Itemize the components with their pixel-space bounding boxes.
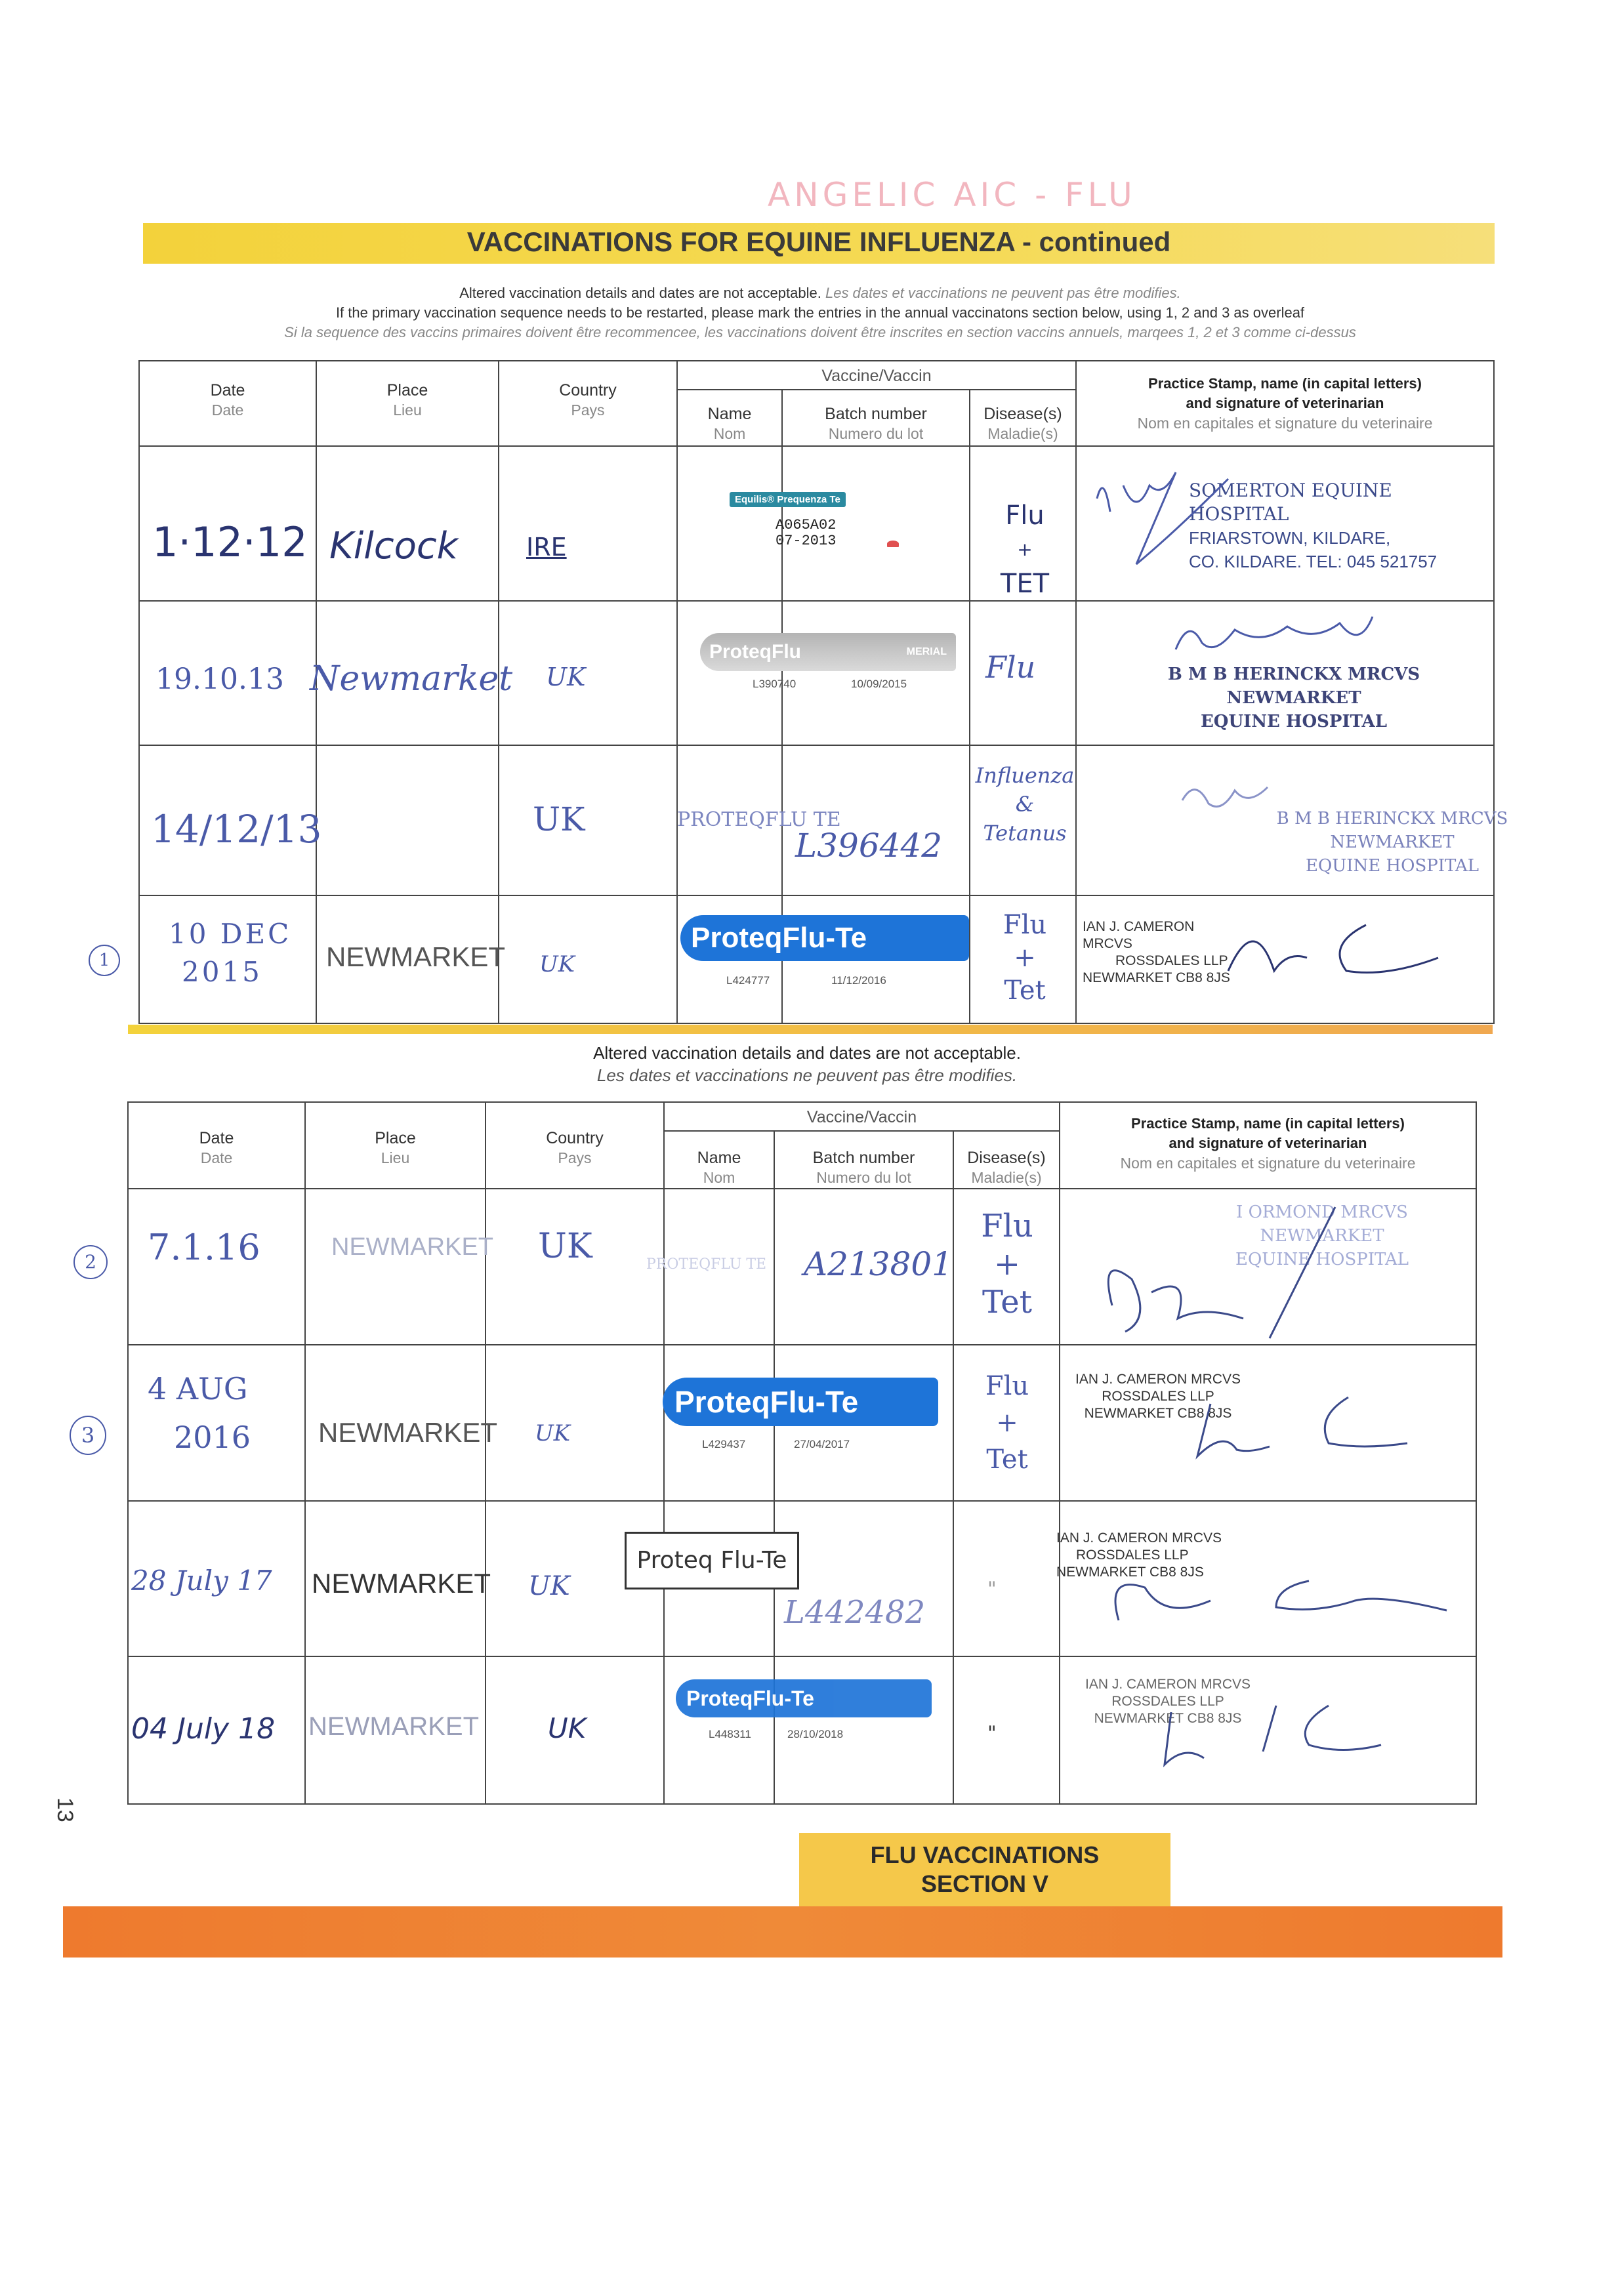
t2-row3-country: UK [528, 1571, 570, 1601]
header-stamp: Practice Stamp, name (in capital letters) and signature of veterinarian Nom en capitales et signature du veterinaire [1137, 375, 1433, 432]
header-vaccine: Vaccine/Vaccin [821, 367, 932, 385]
t1-row4-disease: Flu + Tet [1003, 910, 1047, 1006]
t2-row4-country: UK [548, 1712, 587, 1744]
notice-middle-fr: Les dates et vaccinations ne peuvent pas être modifies. [596, 1065, 1018, 1085]
t1-row3-date: 14/12/13 [151, 807, 322, 851]
equilis-exp: 07-2013 [776, 533, 837, 549]
t2-row2-place: NEWMARKET [318, 1417, 497, 1448]
t2-row4-stamp: IAN J. CAMERON MRCVS ROSSDALES LLP NEWMARKET CB8 8JS [1085, 1677, 1251, 1726]
section-label: FLU VACCINATIONS SECTION V [799, 1833, 1170, 1906]
proteqflu-brand: ProteqFlu [709, 641, 801, 663]
t1-row2-place: Newmarket [310, 659, 513, 699]
t2-header-date: Date Date [199, 1129, 234, 1166]
table-2 [128, 1102, 1476, 1804]
t2-row3-stamp: IAN J. CAMERON MRCVS ROSSDALES LLP NEWMARKET CB8 8JS [1056, 1530, 1222, 1580]
t2-row4-date: 04 July 18 [131, 1712, 276, 1746]
t2-row1-name: PROTEQFLU TE [646, 1256, 767, 1273]
t1-row1-label [730, 492, 900, 551]
t1-row3-signature [1176, 774, 1307, 820]
header-date: Date Date [210, 381, 245, 419]
t1-row1-stamp: SOMERTON EQUINE HOSPITAL FRIARSTOWN, KILDARE, CO. KILDARE. TEL: 045 521757 [1189, 480, 1438, 571]
t2-row1-date: 7.1.16 [148, 1227, 260, 1268]
proteq-3-exp: 28/10/2018 [787, 1728, 844, 1740]
t1-row2-signature [1163, 610, 1399, 663]
bottom-band [63, 1906, 1502, 1958]
t1-row4-country: UK [539, 951, 575, 977]
t2-header-country: Country Pays [546, 1129, 604, 1166]
proteq-flu-te-label-2: ProteqFlu-Te [663, 1378, 938, 1426]
equilis-label: Equilis® Prequenza Te [730, 492, 846, 507]
t2-header-place: Place Lieu [375, 1129, 416, 1166]
t2-row4-label [676, 1679, 932, 1752]
t1-row3-name: PROTEQFLU TE [677, 808, 841, 831]
table-1 [139, 361, 1508, 1023]
table-divider [128, 1025, 1493, 1034]
notice-top-fr: Les dates et vaccinations ne peuvent pas être modifies. [825, 285, 1181, 301]
proteq-flu-te-label-3: ProteqFlu-Te [676, 1679, 932, 1717]
t2-row2-country: UK [535, 1420, 571, 1446]
header-country: Country Pays [559, 381, 617, 419]
t1-row2-country: UK [546, 663, 586, 691]
t2-row3-disease: " [987, 1578, 997, 1601]
t2-row3-signature [1079, 1548, 1460, 1640]
t2-row3-name: Proteq Flu-Te [636, 1547, 787, 1574]
t2-row2-signature [1151, 1378, 1427, 1469]
t2-row2-date: 4 AUG 2016 [148, 1371, 251, 1455]
t2-row1-batch: A213801 [804, 1245, 953, 1283]
t1-row3-stamp: B M B HERINCKX MRCVS NEWMARKET EQUINE HOSPITAL [1276, 809, 1508, 876]
t2-header-disease: Disease(s) Maladie(s) [967, 1149, 1046, 1186]
proteqflu-batch: L390740 [753, 678, 797, 690]
t2-header-name: Name Nom [697, 1149, 741, 1186]
t2-row3-name-box [625, 1532, 799, 1589]
notice-top-line2: If the primary vaccination sequence needs to be restarted, please mark the entries in the annual vaccinatons section below, using 1, 2 and 3 as overleaf [335, 304, 1305, 321]
notice-middle [131, 1042, 1483, 1086]
t2-row3-place: NEWMARKET [312, 1568, 491, 1599]
t1-row3-batch: L396442 [795, 827, 943, 865]
proteq-1-batch: L424777 [726, 974, 770, 987]
t1-row3-country: UK [533, 800, 585, 838]
proteq-3-batch: L448311 [709, 1728, 751, 1740]
header-batch: Batch number Numero du lot [825, 405, 927, 442]
proteqflu-label [700, 633, 956, 671]
proteq-2-exp: 27/04/2017 [794, 1438, 850, 1450]
t2-row2-label [663, 1378, 938, 1456]
marker-2: 2 [73, 1245, 108, 1279]
proteqflu-exp: 10/09/2015 [851, 678, 907, 690]
header-disease: Disease(s) Maladie(s) [983, 405, 1062, 442]
t1-row4-date: 10 DEC 2015 [169, 918, 292, 988]
t1-row2-label [700, 633, 956, 692]
proteq-2-batch: L429437 [702, 1438, 746, 1450]
page-title: VACCINATIONS FOR EQUINE INFLUENZA - continued [466, 226, 1171, 257]
t1-row4-stamp: IAN J. CAMERON MRCVS ROSSDALES LLP NEWMARKET CB8 8JS [1083, 919, 1230, 985]
t2-row4-signature [1112, 1679, 1388, 1778]
notice-top [157, 283, 1483, 342]
t1-row1-country: IRE [526, 533, 567, 562]
header-name: Name Nom [707, 405, 752, 442]
t1-row1-place: Kilcock [329, 525, 459, 567]
equilis-batch: A065A02 [776, 517, 837, 533]
t1-row1-signature [1084, 459, 1281, 590]
t2-row1-disease: Flu + Tet [981, 1208, 1033, 1321]
t2-row2-disease: Flu + Tet [985, 1371, 1029, 1475]
t2-row1-stamp: I ORMOND MRCVS NEWMARKET EQUINE HOSPITAL [1235, 1202, 1409, 1269]
t2-row1-signature [1073, 1194, 1348, 1345]
t2-row4-place: NEWMARKET [308, 1712, 479, 1741]
proteq-flu-te-label-1: ProteqFlu-Te [680, 915, 969, 961]
t1-row1-date: 1·12·12 [152, 518, 308, 566]
marker-1: 1 [89, 945, 120, 976]
t2-header-vaccine: Vaccine/Vaccin [806, 1108, 917, 1126]
t2-row3-date: 28 July 17 [131, 1565, 272, 1597]
notice-top-line3: Si la sequence des vaccins primaires doivent être recommencee, les vaccinations doivent être inscrites en section vaccins annuels, marqees 1, 2 et 3 comme ci-dessus [284, 324, 1356, 340]
t1-row1-disease: Flu + TET [1000, 501, 1050, 599]
page-number: 13 [52, 1797, 77, 1822]
notice-top-en: Altered vaccination details and dates are not acceptable. [459, 285, 821, 301]
header-place: Place Lieu [386, 381, 428, 419]
t2-row4-disease: " [987, 1722, 997, 1745]
merial-brand: MERIAL [906, 646, 947, 657]
t2-row1-place: NEWMARKET [331, 1233, 493, 1261]
t2-header-batch: Batch number Numero du lot [812, 1149, 915, 1186]
t1-row2-date: 19.10.13 [155, 663, 284, 696]
t1-row2-disease: Flu [985, 649, 1036, 685]
top-annotation: ANGELIC AIC - FLU [768, 176, 1136, 214]
marker-3: 3 [70, 1416, 106, 1455]
t1-row4-label [680, 915, 976, 994]
t2-header-stamp: Practice Stamp, name (in capital letters) and signature of veterinarian Nom en capitales et signature du veterinaire [1120, 1115, 1416, 1172]
t1-row3-disease: Influenza & Tetanus [975, 763, 1075, 846]
proteq-1-exp: 11/12/2016 [831, 974, 886, 987]
t1-row4-signature [1215, 905, 1464, 997]
t2-row3-batch: L442482 [784, 1594, 926, 1631]
t1-row2-stamp: B M B HERINCKX MRCVS NEWMARKET EQUINE HOSPITAL [1167, 665, 1420, 731]
t2-row2-stamp: IAN J. CAMERON MRCVS ROSSDALES LLP NEWMARKET CB8 8JS [1075, 1372, 1241, 1421]
t2-row1-country: UK [538, 1227, 592, 1266]
red-mark [887, 541, 899, 547]
t1-row4-place: NEWMARKET [326, 941, 505, 972]
notice-middle-en: Altered vaccination details and dates are not acceptable. [593, 1043, 1021, 1063]
